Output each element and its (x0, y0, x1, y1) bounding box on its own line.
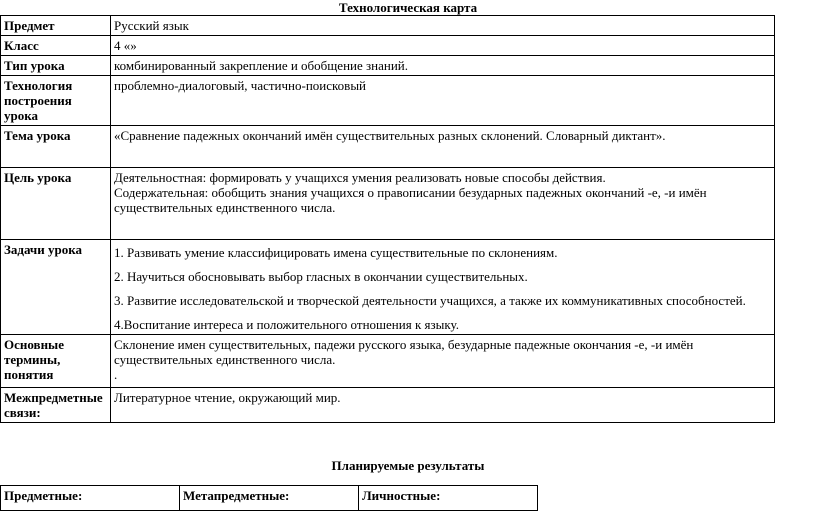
goal-activity: Деятельностная: формировать у учащихся умения реализовать новые способы действия. (114, 170, 606, 185)
results-table (0, 485, 538, 511)
value-topic: «Сравнение падежных окончаний имён существительных разных склонений. Словарный диктант». (111, 126, 775, 168)
value-grade: 4 «» (111, 36, 775, 56)
task-item: 3. Развитие исследовательской и творческой деятельности учащихся, а также их коммуникативных способностей. (114, 293, 746, 308)
goal-content: Содержательная: обобщить знания учащихся о правописании безударных падежных окончаний -е, -и имён существительных единственного числа. (114, 185, 707, 215)
row-links (1, 388, 775, 423)
label-subject: Предмет (1, 16, 111, 36)
value-terms (111, 335, 775, 388)
results-meta: Метапредметные: (180, 486, 359, 511)
planned-results-title: Планируемые результаты (331, 458, 485, 473)
label-tasks: Задачи урока (1, 240, 111, 335)
value-tasks (111, 240, 775, 335)
label-topic: Тема урока (1, 126, 111, 168)
label-terms: Основные термины, понятия (1, 335, 111, 388)
value-goal (111, 168, 775, 240)
row-lesson-type (1, 56, 775, 76)
row-topic (1, 126, 775, 168)
label-goal: Цель урока (1, 168, 111, 240)
task-item: 1. Развивать умение классифицировать имена существительные по склонениям. (114, 245, 558, 260)
task-item: 4.Воспитание интереса и положительного отношения к языку. (114, 317, 459, 332)
task-item: 2. Научиться обосновывать выбор гласных в окончании существительных. (114, 269, 528, 284)
label-grade: Класс (1, 36, 111, 56)
terms-dot: . (114, 367, 118, 382)
label-links: Межпредметные связи: (1, 388, 111, 423)
results-header-row (1, 486, 538, 511)
value-subject: Русский язык (111, 16, 775, 36)
label-technology: Технология построения урока (1, 76, 111, 126)
results-subject: Предметные: (1, 486, 180, 511)
lesson-table (0, 15, 775, 423)
row-subject (1, 16, 775, 36)
value-lesson-type: комбинированный закрепление и обобщение знаний. (111, 56, 775, 76)
row-technology (1, 76, 775, 126)
row-grade (1, 36, 775, 56)
results-personal: Личностные: (359, 486, 538, 511)
page-title: Технологическая карта (338, 0, 478, 15)
row-tasks (1, 240, 775, 335)
value-links: Литературное чтение, окружающий мир. (111, 388, 775, 423)
row-terms (1, 335, 775, 388)
terms-text: Склонение имен существительных, падежи русского языка, безударные падежные окончания -е, -и имён существительных единственного числа. (114, 337, 694, 367)
value-technology: проблемно-диалоговый, частично-поисковый (111, 76, 775, 126)
row-goal (1, 168, 775, 240)
label-lesson-type: Тип урока (1, 56, 111, 76)
